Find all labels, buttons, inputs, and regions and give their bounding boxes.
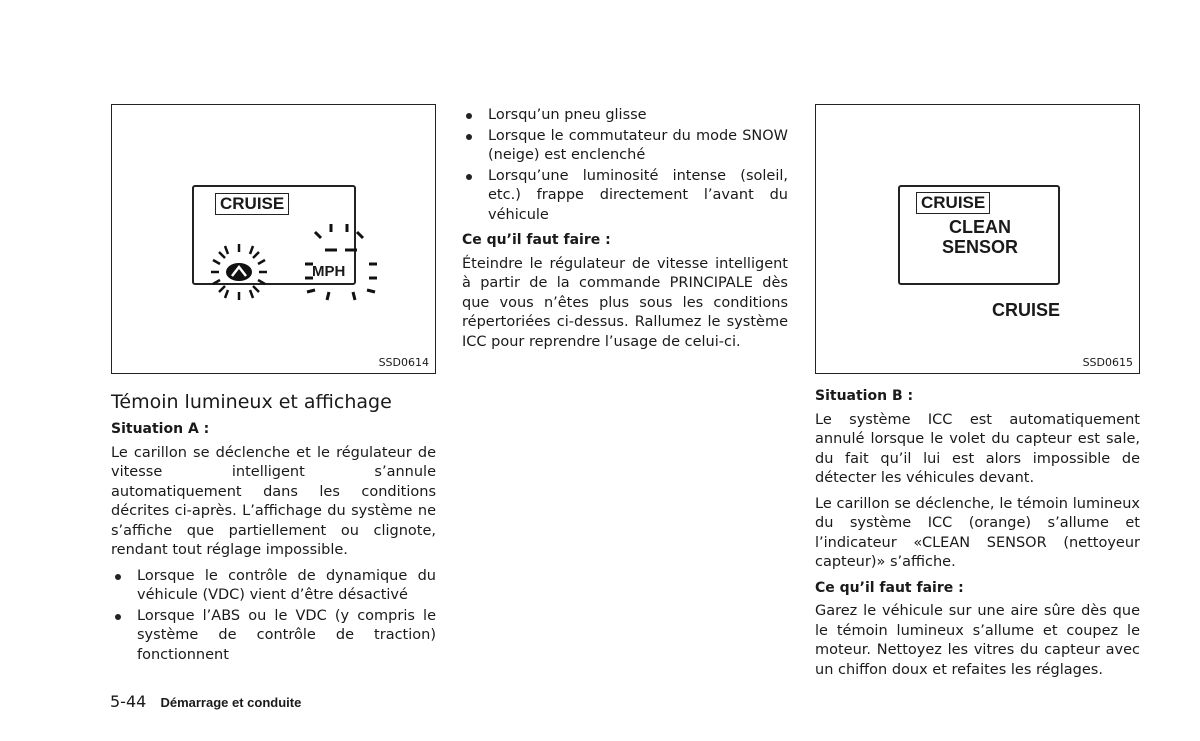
list-item: Lorsqu’une luminosité intense (soleil, etc.) frappe directement l’avant du véhicule xyxy=(462,167,788,226)
middle-column xyxy=(462,106,788,358)
situation-b-paragraph-2: Le carillon se déclenche, le témoin lumineux du système ICC (orange) s’allume et l’indicateur «CLEAN SENSOR (nettoyeur capteur)» s’affiche. xyxy=(815,495,1140,570)
clean-sensor-message-line1: CLEAN xyxy=(949,217,1011,237)
cruise-indicator: CRUISE xyxy=(215,193,289,215)
page-number: 5-44 xyxy=(110,692,147,711)
situation-a-list xyxy=(111,567,436,666)
figure-ssd0614 xyxy=(111,104,436,374)
figure-ssd0615 xyxy=(815,104,1140,374)
left-column xyxy=(111,390,436,666)
right-column xyxy=(815,387,1140,686)
action-title: Ce qu’il faut faire : xyxy=(815,579,964,596)
list-item: Lorsqu’un pneu glisse xyxy=(462,106,788,126)
action-paragraph: Garez le véhicule sur une aire sûre dès que le témoin lumineux s’allume et coupez le moteur. Nettoyez les vitres du capteur avec un chiffon doux et refaites les réglages. xyxy=(815,603,1140,678)
conditions-list xyxy=(462,106,788,225)
cruise-text: CRUISE xyxy=(992,300,1061,320)
situation-a-title: Situation A : xyxy=(111,421,210,437)
page-footer xyxy=(110,692,301,711)
flashing-indicators-drawing xyxy=(197,210,387,310)
situation-b-paragraph-1: Le système ICC est automatiquement annulé lorsque le volet du capteur est sale, du fait qu’il lui est alors impossible de détecter les véhicules devant. xyxy=(815,411,1140,486)
clean-sensor-message-line2: SENSOR xyxy=(941,237,1019,257)
situation-a-paragraph: Le carillon se déclenche et le régulateur de vitesse intelligent s’annule automatiquement dans les conditions décrites ci-après. L’affichage du système ne s’affiche que partiellement ou clignote, rendant tout réglage impossible. xyxy=(111,444,436,558)
mph-unit-label: MPH xyxy=(312,263,346,280)
figure-label: SSD0614 xyxy=(378,356,429,369)
situation-b-title: Situation B : xyxy=(815,388,914,404)
action-paragraph: Éteindre le régulateur de vitesse intelligent à partir de la commande PRINCIPALE dès que vous n’êtes plus sous les conditions répertoriées ci-dessus. Rallumez le système ICC pour reprendre l’usage de celui-ci. xyxy=(462,255,788,350)
list-item: Lorsque l’ABS ou le VDC (y compris le système de contrôle de traction) fonctionnent xyxy=(111,607,436,666)
list-item: Lorsque le contrôle de dynamique du véhicule (VDC) vient d’être désactivé xyxy=(111,567,436,606)
section-name: Démarrage et conduite xyxy=(160,695,302,710)
speed-dashes-icon xyxy=(305,224,377,300)
action-title: Ce qu’il faut faire : xyxy=(462,232,611,248)
cruise-indicator: CRUISE xyxy=(916,192,990,214)
display-panel xyxy=(898,185,1060,285)
section-heading: Témoin lumineux et affichage xyxy=(111,391,392,413)
figure-label: SSD0615 xyxy=(1082,356,1133,369)
list-item: Lorsque le commutateur du mode SNOW (neige) est enclenché xyxy=(462,127,788,166)
